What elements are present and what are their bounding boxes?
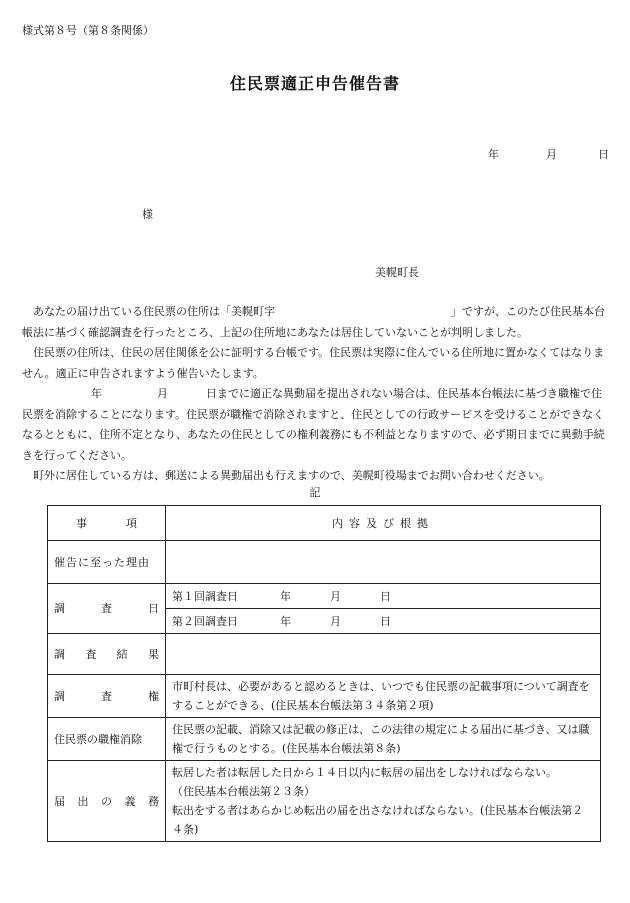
details-table (47, 505, 601, 842)
duty-label-char: 出 (77, 794, 89, 808)
p1-start: あなたの届け出ている住民票の住所は「美幌町字 (33, 305, 275, 318)
survey-1-label: 第１回調査日 (172, 589, 238, 603)
date-day: 日 (598, 148, 609, 161)
result-label-char: 調 (54, 647, 65, 661)
survey-label-char: 調 (54, 602, 65, 615)
deletion-text: 住民票の記載、消除又は記載の修正は、この法律の規定による届出に基づき、又は職権で行うものとする。(住民基本台帳法第８条) (166, 718, 601, 761)
survey-date-label (48, 584, 166, 634)
authority-label-char: 権 (148, 689, 159, 703)
paragraph-3 (22, 384, 612, 466)
memo-title: 記 (309, 486, 321, 499)
result-label-char: 果 (147, 647, 159, 661)
table-row-reason (48, 541, 601, 584)
survey-2-month: 月 (330, 614, 341, 628)
survey-2-day: 日 (380, 614, 391, 628)
duty-text-1: 転居した者は転居した日から１４日以内に転居の届出をしなければならない。 (172, 766, 557, 779)
duty-label-char: の (101, 794, 112, 808)
authority-label (48, 675, 166, 718)
p3-month: 月 (157, 387, 168, 400)
survey-label-char: 日 (148, 602, 159, 615)
date-year: 年 (488, 148, 499, 161)
authority-text: 市町村長は、必要があると認めるときは、いつでも住民票の記載事項について調査をすることができる、(住民基本台帳法第３４条第２項) (166, 675, 601, 718)
duty-label-char: 義 (124, 794, 136, 808)
header-item-char: 事 (76, 516, 87, 530)
date-month: 月 (546, 148, 557, 161)
p3-year: 年 (91, 387, 102, 400)
paragraph-2: 住民票の住所は、住民の居住関係を公に証明する台帳です。住民票は実際に住んでいる住所地に置かなくてはなりません。適正に申告されますよう催告いたします。 (22, 346, 605, 380)
duty-text-3: 転出をする者はあらかじめ転出の届を出さなければならない。(住民基本台帳法第２４条) (172, 804, 584, 836)
p1-end: 」ですが、このたび住民基本台帳法に基づく確認調査を行ったところ、上記の住所地にあなたは居住していないことが判明しました。 (22, 305, 605, 339)
reason-value (166, 541, 601, 584)
duty-text (166, 761, 601, 842)
result-label-char: 結 (116, 647, 128, 661)
p3-rest: 日までに適正な異動届を提出されない場合は、住民基本台帳法に基づき職権で住民票を消除することになります。住民票が職権で消除されますと、住民としての行政サービスを受けることができなくなるとともに、住所不定となり、あなたの住民としての権利義務にも不利益となりますので、必ず期日までに異動手続きを行ってください。 (22, 387, 605, 462)
document-title: 住民票適正申告催告書 (229, 74, 400, 93)
duty-text-2: （住民基本台帳法第２３条） (172, 785, 315, 798)
survey-1-year: 年 (280, 589, 291, 603)
survey-1-day: 日 (380, 589, 391, 603)
reason-label: 催告に至った理由 (48, 541, 166, 584)
notice-body (22, 302, 612, 487)
result-label-char: 査 (85, 647, 97, 661)
date-line (488, 146, 609, 163)
result-label (48, 634, 166, 675)
table-row-result (48, 634, 601, 675)
header-content: 内容及び根拠 (166, 506, 601, 541)
duty-label-char: 届 (54, 794, 65, 808)
table-header-row (48, 506, 601, 541)
table-row-survey-1 (48, 584, 601, 609)
table-row-deletion (48, 718, 601, 761)
form-number: 様式第８号（第８条関係） (22, 24, 154, 37)
survey-2-year: 年 (280, 614, 291, 628)
deletion-label: 住民票の職権消除 (48, 718, 166, 761)
table-row-duty (48, 761, 601, 842)
survey-label-char: 査 (101, 602, 112, 615)
duty-label-char: 務 (148, 794, 159, 808)
authority-label-char: 調 (54, 689, 65, 703)
survey-2-label: 第２回調査日 (172, 614, 238, 628)
paragraph-1 (22, 302, 612, 343)
header-item (48, 506, 166, 541)
addressee-suffix: 様 (142, 208, 153, 221)
survey-2 (166, 609, 601, 634)
result-value (166, 634, 601, 675)
header-item-char: 項 (126, 516, 137, 530)
survey-1 (166, 584, 601, 609)
survey-1-month: 月 (330, 589, 341, 603)
paragraph-4: 町外に居住している方は、郵送による異動届出も行えますので、美幌町役場までお問い合わせください。 (33, 469, 550, 482)
duty-label (48, 761, 166, 842)
issuer-name: 美幌町長 (375, 266, 419, 279)
table-row-authority (48, 675, 601, 718)
authority-label-char: 査 (101, 689, 112, 703)
